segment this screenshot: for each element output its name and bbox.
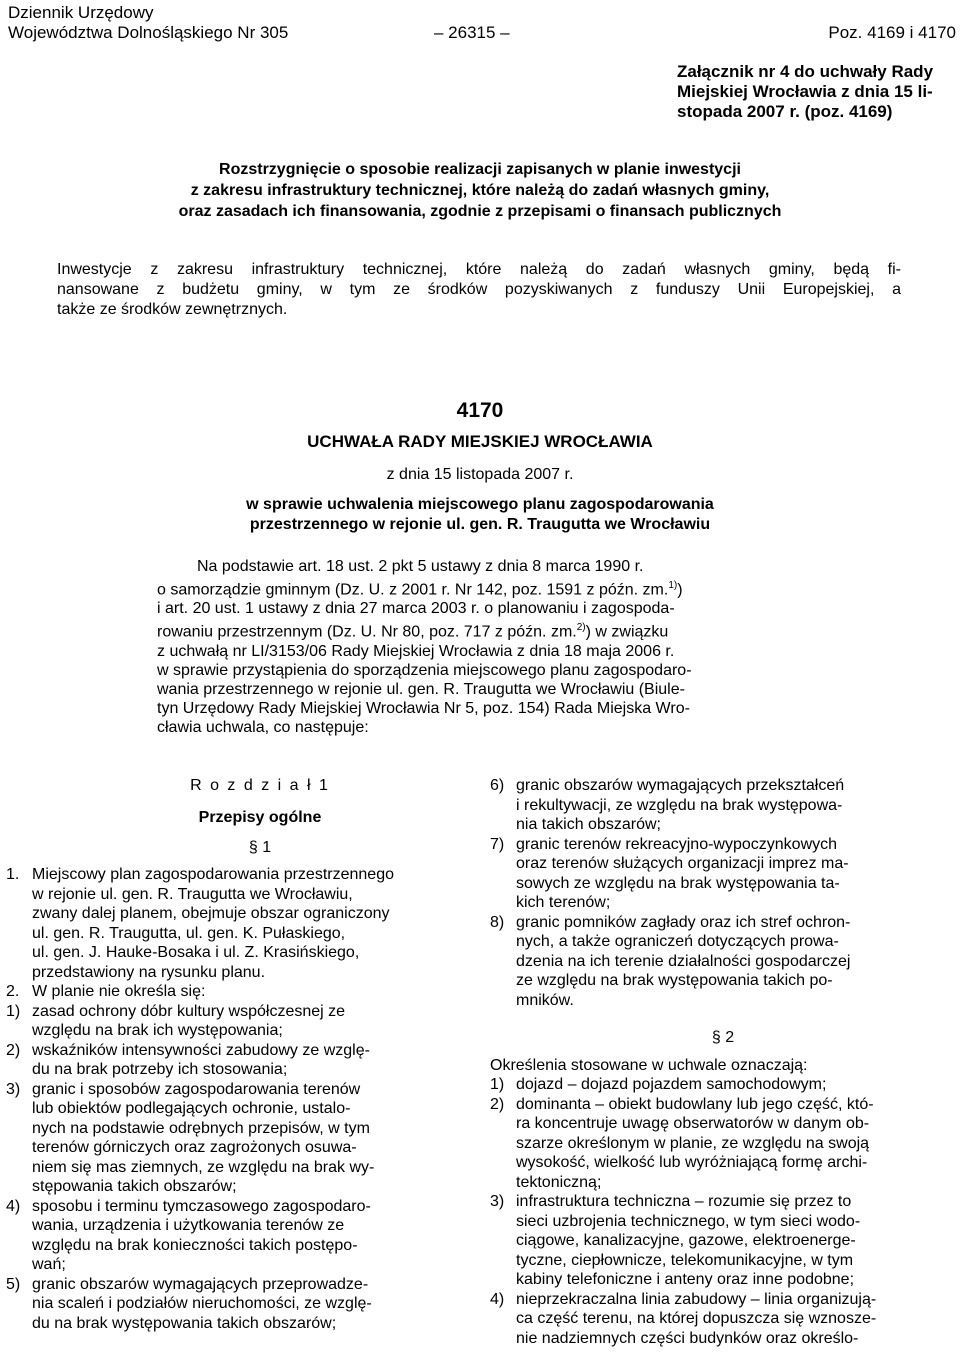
section-mark: § 1 bbox=[248, 838, 272, 856]
sub-item bbox=[6, 1041, 474, 1080]
journal-publisher: Województwa Dolnośląskiego Nr 305 bbox=[8, 23, 289, 42]
preamble-text: o samorządzie gminnym (Dz. U. z 2001 r. Nr 142, poz. 1591 z późn. zm. bbox=[157, 581, 669, 599]
item-line: nia takich obszarów; bbox=[516, 816, 661, 833]
definition-item bbox=[490, 1095, 956, 1193]
chapter-title: Przepisy ogólne bbox=[198, 809, 322, 826]
left-column bbox=[6, 776, 474, 1333]
item-line: przedstawiony na rysunku planu. bbox=[32, 963, 266, 981]
item-line: nia scaleń i podziałów nieruchomości, ze wzglę- bbox=[32, 1295, 372, 1312]
item-number: 2. bbox=[6, 983, 20, 1000]
resolution-subject-line: przestrzennego w rejonie ul. gen. R. Traugutta we Wrocławiu bbox=[249, 516, 711, 533]
decision-title-line: Rozstrzygnięcie o sposobie realizacji zapisanych w planie inwestycji bbox=[219, 161, 741, 178]
sub-item bbox=[6, 1275, 474, 1334]
item-number: 7) bbox=[490, 835, 505, 853]
item-line: i rekultywacji, ze względu na brak występowa- bbox=[516, 796, 843, 814]
item-line: granic obszarów wymagających przekształceń bbox=[516, 777, 845, 794]
item-line: terenów górniczych oraz zagrożonych osuwa- bbox=[32, 1139, 357, 1156]
annex-line: Załącznik nr 4 do uchwały Rady bbox=[677, 62, 934, 81]
item-line: granic pomników zagłady oraz ich stref ochron- bbox=[516, 913, 851, 931]
item-line: ciągowe, kanalizacyjne, gazowe, elektroenerge- bbox=[516, 1232, 856, 1249]
sub-item bbox=[490, 835, 956, 913]
sub-item bbox=[490, 776, 956, 835]
item-line: nie nadziemnych części budynków oraz określo- bbox=[516, 1329, 859, 1347]
decision-body-line: Inwestycje z zakresu infrastruktury technicznej, które należą do zadań własnych gminy, będą fi- bbox=[57, 261, 901, 278]
item-line: względu na brak konieczności takich postępo- bbox=[32, 1236, 358, 1254]
resolution-preamble bbox=[157, 557, 807, 737]
item-line: ul. gen. R. Traugutta, ul. gen. K. Pułaskiego, bbox=[32, 924, 346, 942]
item-line: sposobu i terminu tymczasowego zagospodaro- bbox=[32, 1197, 371, 1215]
item-line: tyczne, ciepłownicze, telekomunikacyjne, w tym bbox=[516, 1251, 854, 1269]
item-number: 3) bbox=[6, 1080, 21, 1098]
annex-line: Miejskiej Wrocławia z dnia 15 li- bbox=[677, 82, 933, 101]
item-line: oraz terenów służących organizacji imprez ma- bbox=[516, 855, 849, 872]
item-line: ca część terenu, na której dopuszcza się wznosze- bbox=[516, 1310, 877, 1327]
item-line: ul. gen. J. Hauke-Bosaka i ul. Z. Krasińskiego, bbox=[32, 944, 360, 961]
item-line: infrastruktura techniczna – rozumie się przez to bbox=[516, 1193, 852, 1210]
decision-body bbox=[57, 260, 901, 320]
footnote-tail: ) w związku bbox=[585, 623, 669, 641]
preamble-line: Na podstawie art. 18 ust. 2 pkt 5 ustawy z dnia 8 marca 1990 r. bbox=[197, 558, 644, 575]
footnote-tail: ) bbox=[677, 581, 683, 599]
item-line: nych na podstawie odrębnych przepisów, w tym bbox=[32, 1119, 370, 1137]
preamble-line bbox=[157, 576, 807, 599]
item-line: ze względu na brak występowania takich po- bbox=[516, 972, 833, 989]
sub-item bbox=[6, 1002, 474, 1041]
preamble-line: z uchwałą nr LI/3153/06 Rady Miejskiej Wrocławia z dnia 18 maja 2006 r. bbox=[157, 642, 675, 660]
item-line: lub obiektów podlegających ochronie, ustalo- bbox=[32, 1100, 351, 1117]
preamble-line bbox=[157, 618, 807, 641]
item-number: 1) bbox=[490, 1076, 505, 1093]
item-line: nieprzekraczalna linia zabudowy – linia organizują- bbox=[516, 1290, 877, 1308]
item-line: dojazd – dojazd pojazdem samochodowym; bbox=[516, 1076, 827, 1093]
item-line: kich terenów; bbox=[516, 894, 611, 911]
item-line: nych, a także ograniczeń dotyczących prowa- bbox=[516, 933, 839, 950]
decision-title bbox=[60, 159, 900, 222]
item-line: stępowania takich obszarów; bbox=[32, 1178, 237, 1195]
preamble-line: tyn Urzędowy Rady Miejskiej Wrocławia Nr 5, poz. 154) Rada Miejska Wro- bbox=[157, 699, 690, 717]
item-number: 1) bbox=[6, 1002, 21, 1020]
definition-item bbox=[490, 1075, 956, 1095]
item-line: dominanta – obiekt budowlany lub jego część, któ- bbox=[516, 1095, 874, 1113]
resolution-title: UCHWAŁA RADY MIEJSKIEJ WROCŁAWIA bbox=[307, 432, 653, 451]
item-line: granic obszarów wymagających przeprowadze- bbox=[32, 1275, 369, 1293]
item-line: wań; bbox=[32, 1256, 66, 1273]
decision-body-line: nansowane z budżetu gminy, w tym ze środków pozyskiwanych z funduszy Unii Europejskiej, a bbox=[57, 281, 901, 298]
item-line: du na brak występowania takich obszarów; bbox=[32, 1314, 337, 1332]
chapter-heading: R o z d z i a ł 1 bbox=[190, 777, 330, 794]
item-line: wysokość, wielkość lub wyróżniającą formę archi- bbox=[516, 1154, 868, 1171]
item-line: ra koncentruje uwagę obserwatorów w danym ob- bbox=[516, 1115, 870, 1132]
decision-title-line: z zakresu infrastruktury technicznej, które należą do zadań własnych gminy, bbox=[190, 182, 770, 199]
item-number: 2) bbox=[6, 1041, 21, 1059]
resolution-subject bbox=[0, 495, 960, 535]
item-line: zasad ochrony dóbr kultury współczesnej ze bbox=[32, 1002, 346, 1020]
position-reference: Poz. 4169 i 4170 bbox=[828, 23, 956, 42]
preamble-line: cławia uchwala, co następuje: bbox=[157, 718, 369, 736]
item-number: 4) bbox=[6, 1197, 21, 1215]
item-number: 4) bbox=[490, 1290, 505, 1308]
sub-item bbox=[490, 913, 956, 1011]
list-item bbox=[6, 982, 474, 1002]
sub-item bbox=[6, 1080, 474, 1197]
item-line: zwany dalej planem, obejmuje obszar ograniczony bbox=[32, 905, 390, 922]
item-line: du na brak potrzeby ich stosowania; bbox=[32, 1061, 288, 1078]
footnote-marker: 2) bbox=[576, 622, 586, 634]
list-item bbox=[6, 865, 474, 982]
header-line bbox=[8, 23, 956, 43]
item-number: 1. bbox=[6, 866, 20, 883]
item-line: tektoniczną; bbox=[516, 1173, 602, 1191]
item-line: niem się mas ziemnych, ze względu na brak wy- bbox=[32, 1158, 375, 1176]
footnote-marker: 1) bbox=[668, 580, 678, 591]
item-line: Miejscowy plan zagospodarowania przestrzennego bbox=[32, 866, 394, 883]
item-line: granic i sposobów zagospodarowania terenów bbox=[32, 1080, 361, 1098]
definition-item bbox=[490, 1192, 956, 1290]
resolution-number: 4170 bbox=[456, 399, 504, 422]
definitions-intro bbox=[490, 1056, 956, 1076]
item-line: w rejonie ul. gen. R. Traugutta we Wrocławiu, bbox=[32, 885, 353, 903]
page-number: – 26315 – bbox=[434, 23, 510, 42]
item-number: 8) bbox=[490, 913, 505, 931]
item-line: dzenia na ich terenie działalności gospodarczej bbox=[516, 952, 851, 970]
decision-body-line: także ze środków zewnętrznych. bbox=[57, 301, 288, 318]
annex-heading bbox=[677, 62, 953, 122]
annex-line: stopada 2007 r. (poz. 4169) bbox=[677, 102, 893, 121]
intro-line: Określenia stosowane w uchwale oznaczają: bbox=[490, 1056, 808, 1074]
journal-title: Dziennik Urzędowy bbox=[8, 3, 154, 22]
item-line: wskaźników intensywności zabudowy ze wzglę- bbox=[32, 1041, 370, 1059]
section-mark: § 2 bbox=[711, 1029, 735, 1046]
sub-item bbox=[6, 1197, 474, 1275]
item-line: szarze określonym w planie, ze względu na swoją bbox=[516, 1134, 870, 1152]
item-line: granic terenów rekreacyjno-wypoczynkowych bbox=[516, 835, 838, 853]
item-line: względu na brak ich występowania; bbox=[32, 1022, 283, 1039]
decision-title-line: oraz zasadach ich finansowania, zgodnie z przepisami o finansach publicznych bbox=[178, 203, 782, 220]
item-line: wania, urządzenia i użytkowania terenów ze bbox=[32, 1217, 345, 1234]
preamble-line: i art. 20 ust. 1 ustawy z dnia 27 marca 2003 r. o planowaniu i zagospoda- bbox=[157, 600, 675, 618]
preamble-line: w sprawie przystąpienia do sporządzenia miejscowego planu zagospodaro- bbox=[157, 661, 692, 679]
resolution-subject-line: w sprawie uchwalenia miejscowego planu zagospodarowania bbox=[246, 496, 714, 513]
item-number: 5) bbox=[6, 1275, 21, 1293]
item-number: 3) bbox=[490, 1193, 505, 1210]
definition-item bbox=[490, 1290, 956, 1349]
preamble-line: wania przestrzennego w rejonie ul. gen. R. Traugutta we Wrocławiu (Biule- bbox=[157, 680, 685, 698]
preamble-text: rowaniu przestrzennym (Dz. U. Nr 80, poz. 717 z późn. zm. bbox=[157, 623, 577, 641]
item-line: sowych ze względu na brak występowania ta- bbox=[516, 874, 840, 892]
item-line: mników. bbox=[516, 991, 574, 1009]
item-line: kabiny telefoniczne i anteny oraz inne podobne; bbox=[516, 1271, 855, 1288]
right-column bbox=[490, 776, 956, 1348]
item-line: sieci uzbrojenia technicznego, w tym sieci wodo- bbox=[516, 1212, 861, 1230]
resolution-date: z dnia 15 listopada 2007 r. bbox=[386, 466, 574, 483]
item-number: 2) bbox=[490, 1095, 505, 1113]
item-line: W planie nie określa się: bbox=[32, 983, 206, 1000]
item-number: 6) bbox=[490, 777, 505, 794]
